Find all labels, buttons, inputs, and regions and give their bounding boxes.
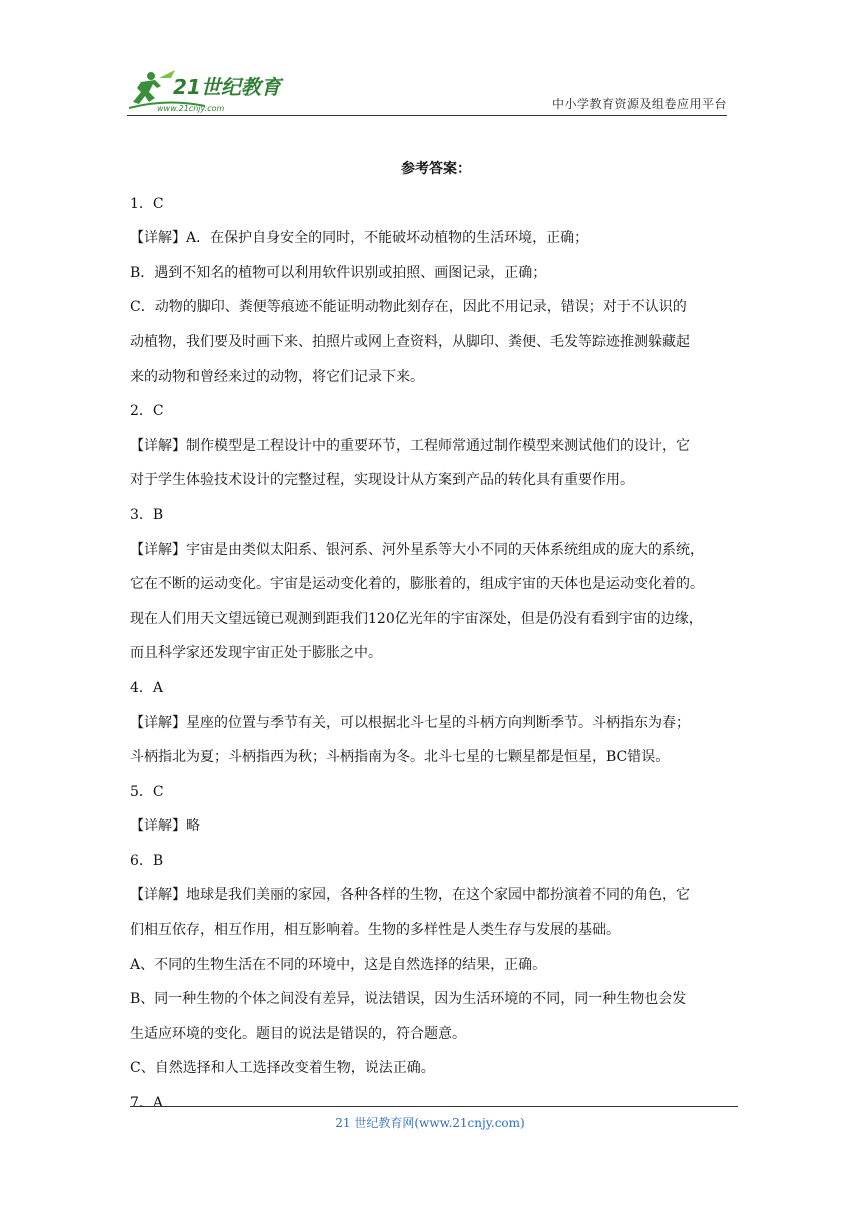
logo-url: www.21cnjy.com [157, 104, 225, 113]
text-line: 【详解】地球是我们美丽的家园，各种各样的生物，在这个家园中都扮演着不同的角色，它 [130, 887, 690, 904]
logo-21cnjy [127, 68, 297, 114]
header-tagline: 中小学教育资源及组卷应用平台 [551, 97, 727, 111]
text-line: 生适应环境的变化。题目的说法是错误的，符合题意。 [130, 1025, 466, 1042]
text-line: 来的动物和曾经来过的动物，将它们记录下来。 [130, 368, 424, 385]
text-line: 2．C [130, 403, 164, 420]
text-line: 5．C [130, 783, 164, 800]
logo-text: 21世纪教育 [173, 75, 281, 99]
text-line: A、不同的生物生活在不同的环境中，这是自然选择的结果，正确。 [130, 956, 547, 973]
text-line: C、自然选择和人工选择改变着生物，说法正确。 [130, 1060, 435, 1077]
text-line: 对于学生体验技术设计的完整过程，实现设计从方案到产品的转化具有重要作用。 [130, 472, 634, 489]
page-title: 参考答案： [401, 161, 471, 177]
text-line: 【详解】星座的位置与季节有关，可以根据北斗七星的斗柄方向判断季节。斗柄指东为春； [130, 714, 690, 731]
text-line: C．动物的脚印、粪便等痕迹不能证明动物此刻存在，因此不用记录，错误；对于不认识的 [130, 299, 687, 316]
text-line: 它在不断的运动变化。宇宙是运动变化着的，膨胀着的，组成宇宙的天体也是运动变化着的。 [130, 576, 704, 593]
text-line: 7．A [130, 1095, 164, 1112]
text-line: B、同一种生物的个体之间没有差异，说法错误，因为生活环境的不同，同一种生物也会发 [130, 991, 687, 1008]
text-line: 【详解】制作模型是工程设计中的重要环节，工程师常通过制作模型来测试他们的设计，它 [130, 437, 690, 454]
answer-content [130, 152, 742, 1121]
text-line: 动植物，我们要及时画下来、拍照片或网上查资料，从脚印、粪便、毛发等踪迹推测躲藏起 [130, 333, 690, 350]
footer-link[interactable]: 21 世纪教育网(www.21cnjy.com) [335, 1116, 525, 1130]
text-line: 【详解】略 [130, 818, 200, 835]
text-line: 【详解】宇宙是由类似太阳系、银河系、河外星系等大小不同的天体系统组成的庞大的系统， [130, 541, 704, 558]
text-line: B．遇到不知名的植物可以利用软件识别或拍照、画图记录，正确； [130, 264, 547, 281]
text-line: 而且科学家还发现宇宙正处于膨胀之中。 [130, 645, 382, 662]
page-header [127, 68, 727, 116]
text-line: 1．C [130, 195, 164, 212]
text-line: 【详解】A．在保护自身安全的同时，不能破坏动植物的生活环境，正确； [130, 230, 589, 247]
text-line: 6．B [130, 852, 164, 869]
text-line: 现在人们用天文望远镜已观测到距我们120亿光年的宇宙深处，但是仍没有看到宇宙的边缘， [130, 610, 703, 627]
text-line: 3．B [130, 506, 164, 523]
footer-divider [130, 1106, 738, 1107]
header-divider [127, 115, 727, 116]
text-line: 4．A [130, 679, 164, 696]
text-line: 们相互依存，相互作用，相互影响着。生物的多样性是人类生存与发展的基础。 [130, 922, 620, 939]
text-line: 斗柄指北为夏；斗柄指西为秋；斗柄指南为冬。北斗七星的七颗星都是恒星，BC错误。 [130, 749, 670, 766]
